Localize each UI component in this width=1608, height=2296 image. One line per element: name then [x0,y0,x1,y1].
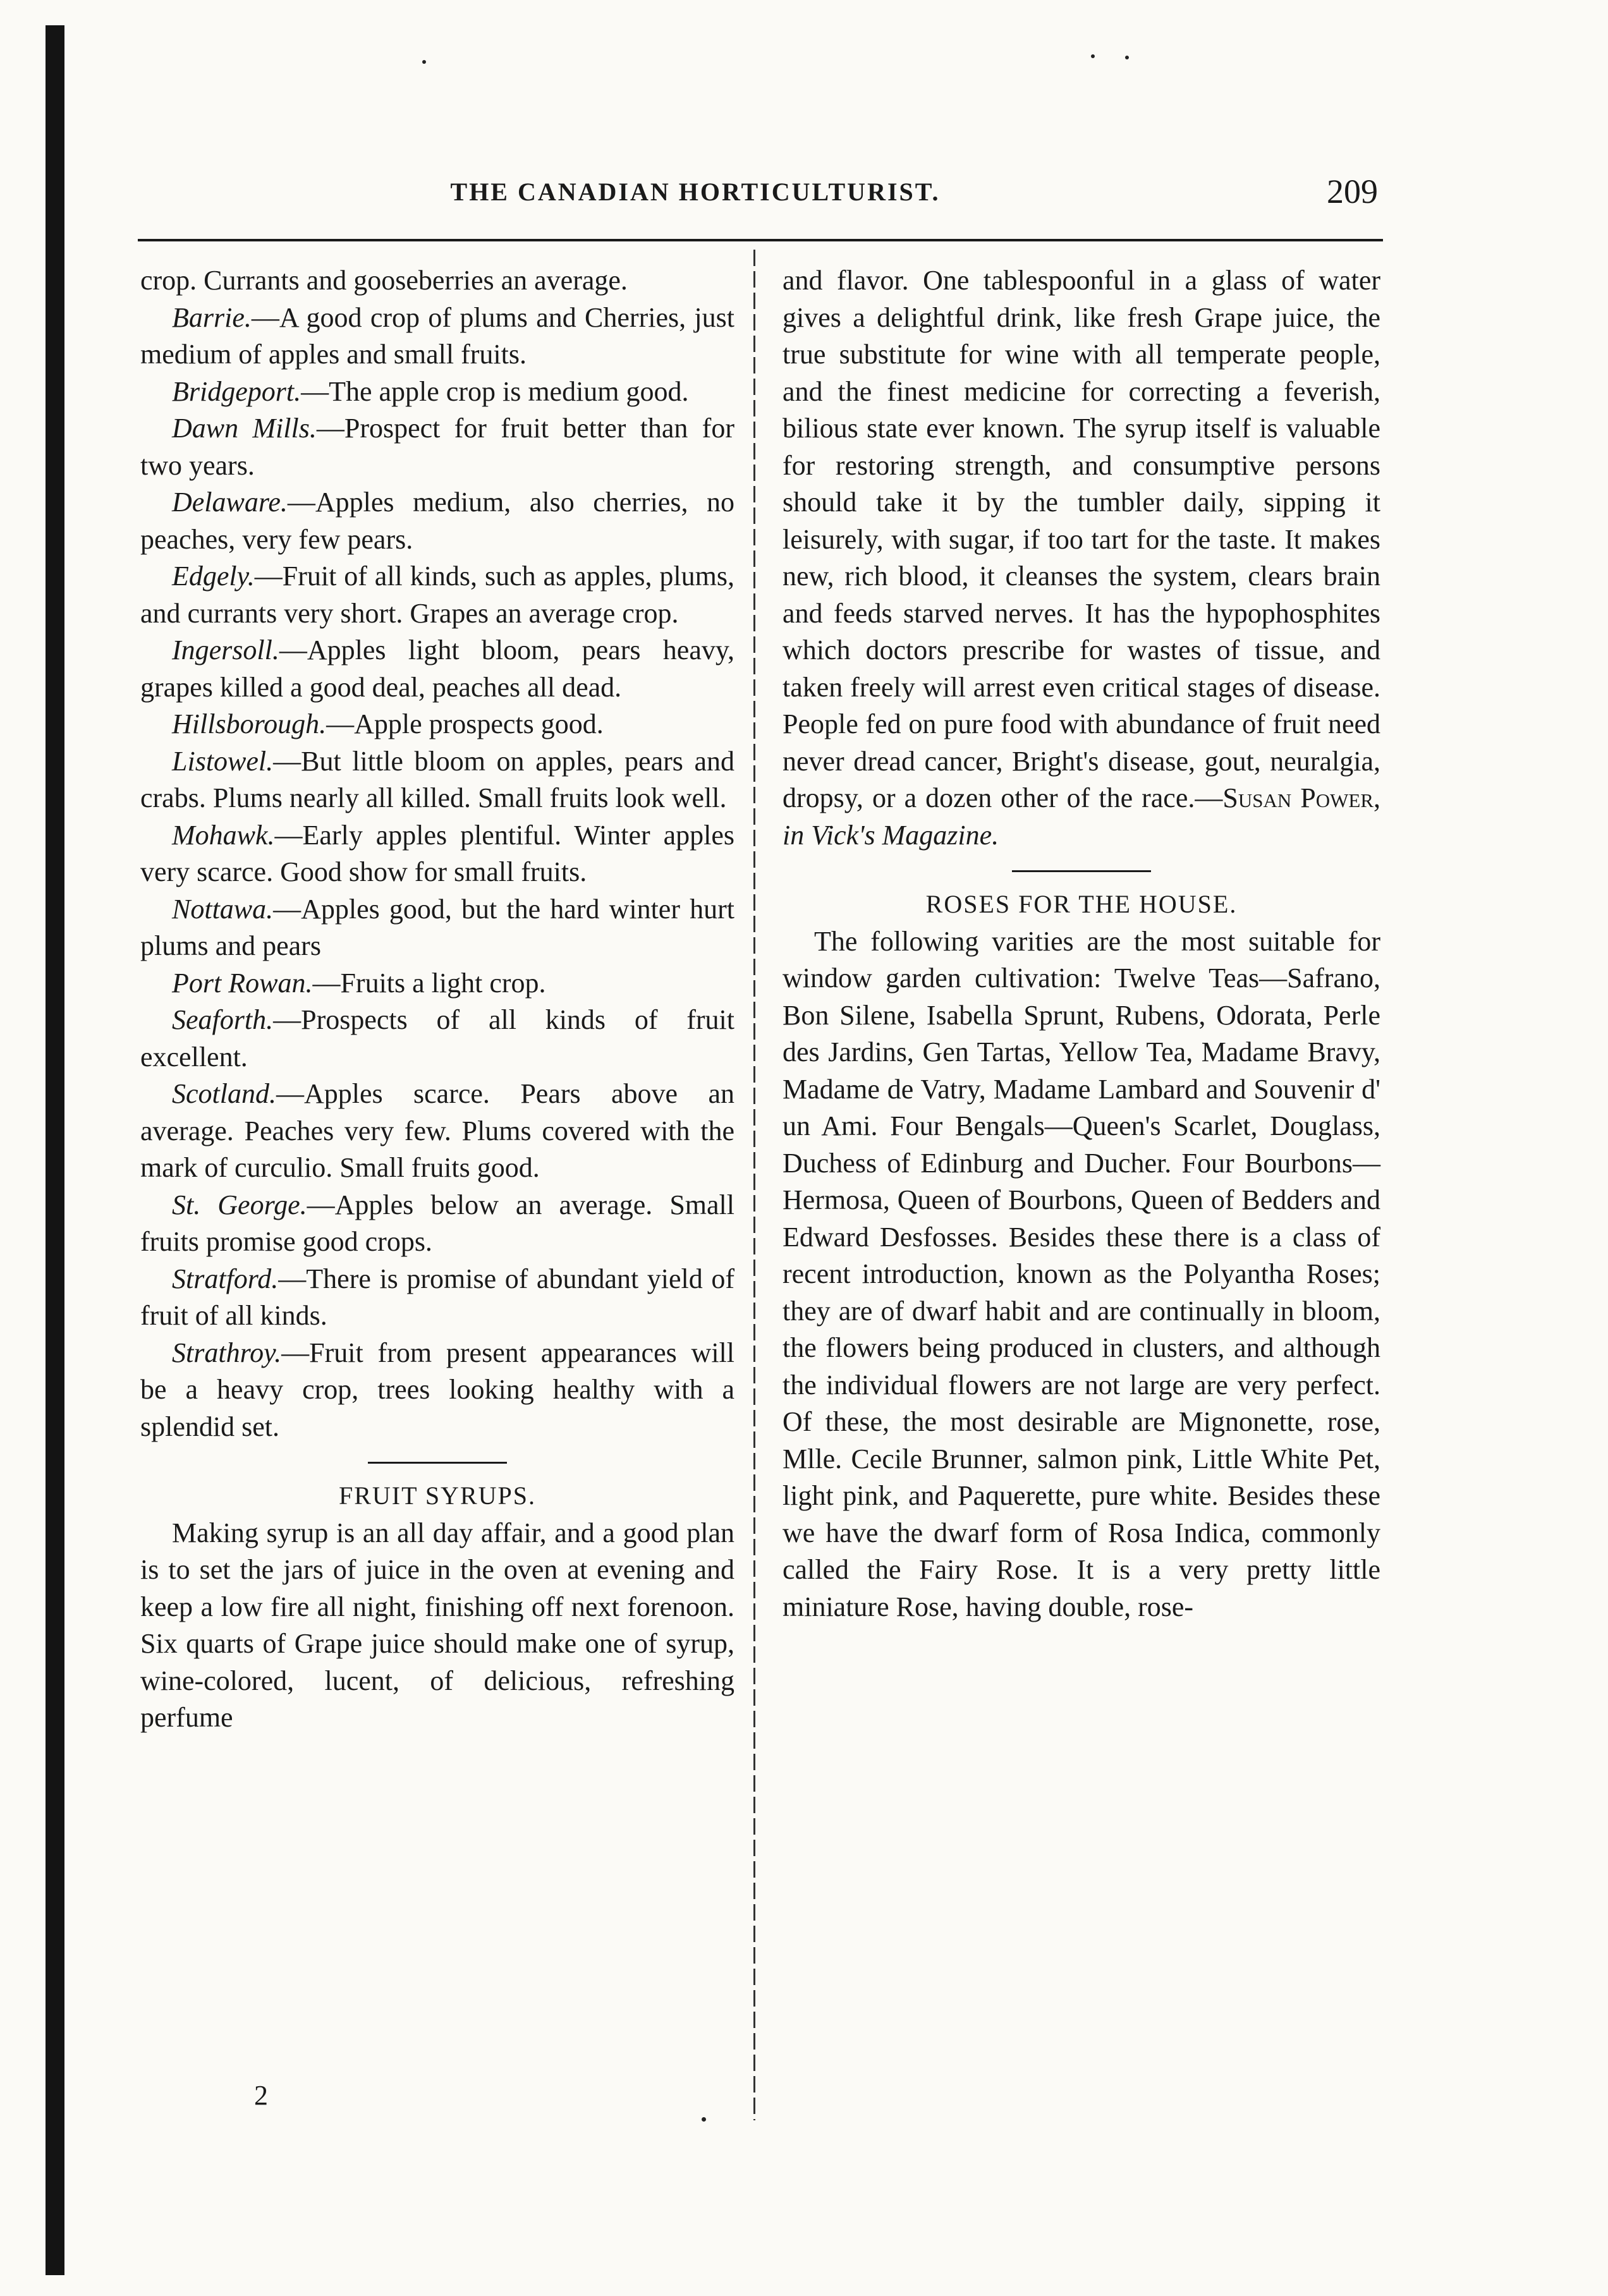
report-entry: Scotland.—Apples scarce. Pears above an average. Peaches very few. Plums covered with the mark of curculio. Small fruits good. [140,1078,734,1183]
right-column [783,262,1380,1625]
section-rule [368,1462,507,1464]
section-heading: FRUIT SYRUPS. [338,1481,537,1510]
report-entry: Seaforth.—Prospects of all kinds of fruit excellent. [140,1004,734,1072]
left-column [140,262,734,1737]
report-entry: Ingersoll.—Apples light bloom, pears heavy, grapes killed a good deal, peaches all dead. [140,635,734,703]
report-entry: Listowel.—But little bloom on apples, pears and crabs. Plums nearly all killed. Small fruits look well. [140,745,734,813]
print-speck [422,60,426,64]
report-entry: Stratford.—There is promise of abundant yield of fruit of all kinds. [140,1263,734,1331]
report-entry: Bridgeport.—The apple crop is medium good. [172,375,689,407]
report-entry: Port Rowan.—Fruits a light crop. [172,967,546,999]
report-entry: Strathroy.—Fruit from present appearances will be a heavy crop, trees looking healthy with a splendid set. [140,1337,734,1442]
page-binding-edge [46,25,64,2275]
column-divider [753,250,755,2120]
report-entry: Mohawk.—Early apples plentiful. Winter apples very scarce. Good show for small fruits. [140,819,734,887]
paragraph: and flavor. One tablespoonful in a glass of water gives a delightful drink, like fresh Grape juice, the true substitute for wine with all temperate people, and the finest medicine for correcting a feverish, bilious state ever known. The syrup itself is valuable for restoring strength, and consumptive persons should take it by the tumbler daily, sipping it leisurely, with sugar, if too tart for the taste. It makes new, rich blood, it cleanses the system, clears brain and feeds starved nerves. It has the hypophosphites which doctors prescribe for wastes of tissue, and taken freely will arrest even critical stages of disease. People fed on pure food with abundance of fruit need never dread cancer, Bright's disease, gout, neuralgia, dropsy, or a dozen other of the race.—Susan Power, in Vick's Magazine. [783,265,1380,851]
print-speck [1125,56,1129,59]
header-rule [138,239,1383,241]
report-entry: Barrie.—A good crop of plums and Cherries, just medium of apples and small fruits. [140,301,734,370]
page-number: 209 [1327,173,1378,210]
section-heading: ROSES FOR THE HOUSE. [925,890,1238,918]
signature-mark: 2 [254,2080,268,2111]
journal-title: THE CANADIAN HORTICULTURIST. [450,178,941,206]
running-head [139,173,1378,221]
paragraph: crop. Currants and gooseberries an average. [140,265,628,296]
print-speck [702,2117,706,2122]
report-entry: Hillsborough.—Apple prospects good. [172,708,604,739]
report-entry: Dawn Mills.—Prospect for fruit better than for two years. [140,413,734,481]
report-entry: Edgely.—Fruit of all kinds, such as apples, plums, and currants very short. Grapes an average crop. [140,561,734,629]
paragraph: Making syrup is an all day affair, and a good plan is to set the jars of juice in the oven at evening and keep a low fire all night, finishing off next forenoon. Six quarts of Grape juice should make one of syrup, wine-colored, lucent, of delicious, refreshing perfume [140,1517,734,1733]
source-citation: in Vick's Magazine. [783,819,999,851]
report-entry: Nottawa.—Apples good, but the hard winter hurt plums and pears [140,893,734,961]
report-entry: St. George.—Apples below an average. Small fruits promise good crops. [140,1189,734,1257]
author-signature: Susan Power, [1222,782,1380,813]
report-entry: Delaware.—Apples medium, also cherries, no peaches, very few pears. [140,487,734,555]
paragraph: The following varities are the most suitable for window garden cultivation: Twelve Teas—Safrano, Bon Silene, Isabella Sprunt, Rubens, Odorata, Perle des Jardins, Gen Tartas, Yellow Tea, Madame Bravy, Madame de Vatry, Madame Lambard and Souvenir d' un Ami. Four Bengals—Queen's Scarlet, Douglass, Duchess of Edinburg and Ducher. Four Bourbons—Hermosa, Queen of Bourbons, Queen of Bedders and Edward Desfosses. Besides these there is a class of recent introduction, known as the Polyantha Roses; they are of dwarf habit and are continually in bloom, the flowers being produced in clusters, and although the individual flowers are not large are very perfect. Of these, the most desirable are Mignonette, rose, Mlle. Cecile Brunner, salmon pink, Little White Pet, light pink, and Paquerette, pure white. Besides these we have the dwarf form of Rosa Indica, commonly called the Fairy Rose. It is a very pretty little miniature Rose, having double, rose- [783,925,1380,1622]
print-speck [1091,54,1095,58]
section-rule [1012,870,1151,872]
